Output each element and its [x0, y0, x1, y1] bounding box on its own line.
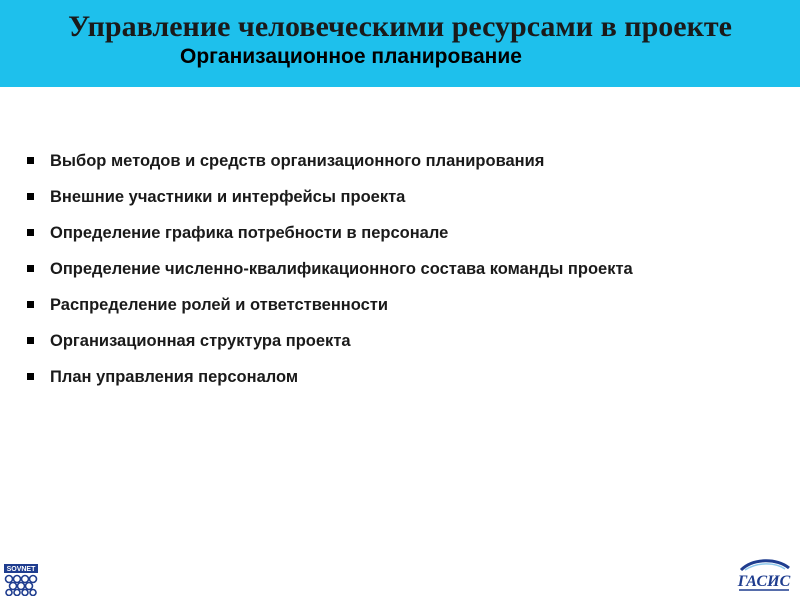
gasis-logo-text: ГАСИС [737, 573, 791, 590]
bullet-text: Распределение ролей и ответственности [50, 296, 389, 314]
square-bullet-icon [27, 337, 34, 344]
bullet-item [27, 221, 633, 257]
sovnet-logo-text: SOVNET [6, 566, 36, 574]
slide-title: Управление человеческими ресурсами в проекте [68, 10, 732, 43]
square-bullet-icon [27, 265, 34, 272]
gasis-logo [733, 557, 795, 593]
bullet-text: План управления персоналом [50, 368, 299, 386]
bullet-item [27, 185, 633, 221]
bullet-text: Определение численно-квалификационного состава команды проекта [50, 260, 633, 278]
square-bullet-icon [27, 229, 34, 236]
bullet-text: Организационная структура проекта [50, 332, 351, 350]
bullet-text: Выбор методов и средств организационного планирования [50, 152, 545, 170]
bullet-text: Внешние участники и интерфейсы проекта [50, 188, 406, 206]
square-bullet-icon [27, 373, 34, 380]
square-bullet-icon [27, 157, 34, 164]
bullet-item [27, 257, 633, 293]
bullet-item [27, 149, 633, 185]
bullet-item [27, 329, 633, 365]
slide-subtitle: Организационное планирование [180, 45, 522, 68]
title-banner [0, 0, 800, 87]
square-bullet-icon [27, 301, 34, 308]
bullet-item [27, 293, 633, 329]
bullet-item [27, 365, 633, 401]
bullet-list [27, 149, 633, 401]
bullet-text: Определение графика потребности в персонале [50, 224, 449, 242]
square-bullet-icon [27, 193, 34, 200]
sovnet-logo [3, 563, 39, 596]
